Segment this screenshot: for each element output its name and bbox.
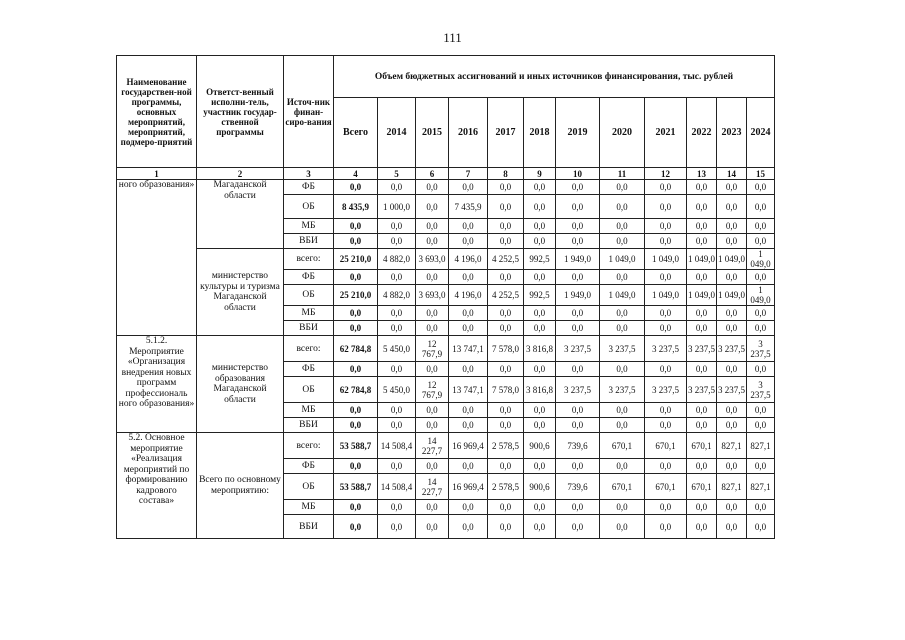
total-cell: 0,0 — [334, 500, 378, 515]
responsible-cell: Магаданской области — [197, 180, 284, 249]
source-cell: МБ — [284, 219, 334, 234]
header-year: 2018 — [524, 98, 556, 168]
value-cell: 0,0 — [717, 403, 747, 418]
value-cell: 0,0 — [416, 362, 449, 377]
value-cell: 2 578,5 — [488, 474, 524, 500]
value-cell: 0,0 — [524, 403, 556, 418]
source-cell: МБ — [284, 403, 334, 418]
source-cell: ФБ — [284, 270, 334, 285]
header-source: Источ-ник финан-сиро-вания — [284, 56, 334, 168]
value-cell: 0,0 — [556, 180, 600, 195]
value-cell: 0,0 — [600, 234, 645, 249]
source-cell: всего: — [284, 433, 334, 459]
column-number: 3 — [284, 168, 334, 180]
column-numbers-row — [117, 168, 775, 180]
value-cell: 0,0 — [687, 306, 717, 321]
value-cell: 0,0 — [449, 306, 488, 321]
header-year: 2015 — [416, 98, 449, 168]
value-cell: 0,0 — [747, 219, 775, 234]
value-cell: 1 000,0 — [378, 195, 416, 219]
source-cell: ФБ — [284, 459, 334, 474]
total-cell: 0,0 — [334, 321, 378, 336]
value-cell: 4 252,5 — [488, 249, 524, 270]
value-cell: 0,0 — [378, 418, 416, 433]
column-number: 9 — [524, 168, 556, 180]
value-cell: 0,0 — [687, 459, 717, 474]
value-cell: 0,0 — [645, 195, 687, 219]
header-total: Всего — [334, 98, 378, 168]
value-cell: 12 767,9 — [416, 336, 449, 362]
value-cell: 14 508,4 — [378, 474, 416, 500]
value-cell: 3 237,5 — [687, 336, 717, 362]
value-cell: 0,0 — [378, 180, 416, 195]
value-cell: 0,0 — [378, 321, 416, 336]
total-cell: 25 210,0 — [334, 285, 378, 306]
value-cell: 0,0 — [556, 234, 600, 249]
value-cell: 0,0 — [449, 515, 488, 539]
value-cell: 0,0 — [524, 234, 556, 249]
value-cell: 0,0 — [416, 515, 449, 539]
value-cell: 13 747,1 — [449, 377, 488, 403]
total-cell: 8 435,9 — [334, 195, 378, 219]
source-cell: ФБ — [284, 180, 334, 195]
value-cell: 12 767,9 — [416, 377, 449, 403]
value-cell: 670,1 — [645, 474, 687, 500]
value-cell: 0,0 — [687, 500, 717, 515]
total-cell: 53 588,7 — [334, 433, 378, 459]
value-cell: 0,0 — [717, 500, 747, 515]
value-cell: 0,0 — [747, 234, 775, 249]
source-cell: ВБИ — [284, 321, 334, 336]
value-cell: 0,0 — [488, 418, 524, 433]
source-cell: ВБИ — [284, 515, 334, 539]
table-body — [117, 180, 775, 539]
value-cell: 0,0 — [645, 362, 687, 377]
value-cell: 0,0 — [378, 306, 416, 321]
value-cell: 3 237,5 — [556, 377, 600, 403]
value-cell: 4 196,0 — [449, 249, 488, 270]
value-cell: 3 693,0 — [416, 285, 449, 306]
value-cell: 0,0 — [488, 362, 524, 377]
value-cell: 5 450,0 — [378, 336, 416, 362]
value-cell: 0,0 — [747, 306, 775, 321]
value-cell: 0,0 — [488, 459, 524, 474]
header-year: 2020 — [600, 98, 645, 168]
value-cell: 3 237,5 — [600, 377, 645, 403]
table-row — [117, 249, 775, 270]
value-cell: 0,0 — [747, 195, 775, 219]
value-cell: 0,0 — [747, 418, 775, 433]
table-wrapper — [116, 55, 775, 539]
value-cell: 16 969,4 — [449, 433, 488, 459]
column-number: 13 — [687, 168, 717, 180]
source-cell: ВБИ — [284, 418, 334, 433]
value-cell: 0,0 — [747, 180, 775, 195]
total-cell: 0,0 — [334, 418, 378, 433]
header-name: Наименование государствен-ной программы, основных мероприятий, мероприятий, подмеро-приятий — [117, 56, 197, 168]
value-cell: 0,0 — [556, 270, 600, 285]
column-number: 2 — [197, 168, 284, 180]
value-cell: 1 049,0 — [645, 249, 687, 270]
value-cell: 0,0 — [717, 270, 747, 285]
total-cell: 0,0 — [334, 403, 378, 418]
value-cell: 1 049,0 — [687, 249, 717, 270]
value-cell: 0,0 — [556, 321, 600, 336]
value-cell: 0,0 — [488, 306, 524, 321]
total-cell: 0,0 — [334, 459, 378, 474]
value-cell: 14 227,7 — [416, 433, 449, 459]
value-cell: 0,0 — [687, 234, 717, 249]
value-cell: 0,0 — [378, 362, 416, 377]
value-cell: 0,0 — [645, 219, 687, 234]
value-cell: 14 508,4 — [378, 433, 416, 459]
total-cell: 0,0 — [334, 515, 378, 539]
value-cell: 0,0 — [717, 234, 747, 249]
column-number: 6 — [416, 168, 449, 180]
value-cell: 13 747,1 — [449, 336, 488, 362]
value-cell: 0,0 — [717, 219, 747, 234]
source-cell: ВБИ — [284, 234, 334, 249]
value-cell: 992,5 — [524, 285, 556, 306]
value-cell: 3 237,5 — [600, 336, 645, 362]
column-number: 1 — [117, 168, 197, 180]
value-cell: 0,0 — [687, 515, 717, 539]
funding-table — [116, 55, 775, 539]
value-cell: 0,0 — [717, 515, 747, 539]
value-cell: 0,0 — [488, 403, 524, 418]
value-cell: 0,0 — [717, 321, 747, 336]
value-cell: 0,0 — [687, 403, 717, 418]
value-cell: 0,0 — [488, 270, 524, 285]
value-cell: 0,0 — [488, 219, 524, 234]
value-cell: 0,0 — [416, 195, 449, 219]
value-cell: 1 049,0 — [717, 249, 747, 270]
value-cell: 900,6 — [524, 474, 556, 500]
source-cell: МБ — [284, 500, 334, 515]
source-cell: ОБ — [284, 195, 334, 219]
value-cell: 0,0 — [645, 459, 687, 474]
value-cell: 0,0 — [687, 418, 717, 433]
value-cell: 0,0 — [687, 270, 717, 285]
total-cell: 62 784,8 — [334, 336, 378, 362]
table-row — [117, 433, 775, 459]
value-cell: 0,0 — [556, 500, 600, 515]
responsible-cell: министерство культуры и туризма Магаданской области — [197, 249, 284, 336]
value-cell: 739,6 — [556, 474, 600, 500]
value-cell: 0,0 — [416, 321, 449, 336]
value-cell: 670,1 — [600, 433, 645, 459]
value-cell: 3 237,5 — [645, 336, 687, 362]
responsible-cell: Всего по основному мероприятию: — [197, 433, 284, 539]
column-number: 15 — [747, 168, 775, 180]
value-cell: 0,0 — [645, 306, 687, 321]
value-cell: 0,0 — [449, 459, 488, 474]
value-cell: 0,0 — [717, 306, 747, 321]
value-cell: 0,0 — [524, 515, 556, 539]
value-cell: 3 237,5 — [747, 336, 775, 362]
value-cell: 3 237,5 — [556, 336, 600, 362]
value-cell: 739,6 — [556, 433, 600, 459]
value-cell: 0,0 — [645, 515, 687, 539]
value-cell: 0,0 — [449, 500, 488, 515]
source-cell: всего: — [284, 336, 334, 362]
value-cell: 0,0 — [747, 403, 775, 418]
value-cell: 0,0 — [600, 180, 645, 195]
value-cell: 0,0 — [449, 418, 488, 433]
value-cell: 0,0 — [524, 306, 556, 321]
value-cell: 1 049,0 — [717, 285, 747, 306]
header-year: 2014 — [378, 98, 416, 168]
value-cell: 0,0 — [378, 500, 416, 515]
value-cell: 0,0 — [600, 418, 645, 433]
value-cell: 0,0 — [488, 195, 524, 219]
value-cell: 827,1 — [717, 474, 747, 500]
value-cell: 0,0 — [556, 418, 600, 433]
value-cell: 0,0 — [687, 362, 717, 377]
value-cell: 0,0 — [747, 515, 775, 539]
value-cell: 0,0 — [747, 459, 775, 474]
value-cell: 0,0 — [449, 321, 488, 336]
value-cell: 0,0 — [488, 321, 524, 336]
value-cell: 0,0 — [687, 180, 717, 195]
header-responsible: Ответст-венный исполни-тель, участник государ-ственной программы — [197, 56, 284, 168]
value-cell: 0,0 — [488, 234, 524, 249]
total-cell: 25 210,0 — [334, 249, 378, 270]
column-number: 8 — [488, 168, 524, 180]
value-cell: 0,0 — [378, 219, 416, 234]
value-cell: 0,0 — [378, 234, 416, 249]
value-cell: 0,0 — [717, 362, 747, 377]
value-cell: 900,6 — [524, 433, 556, 459]
value-cell: 3 816,8 — [524, 377, 556, 403]
value-cell: 0,0 — [416, 219, 449, 234]
value-cell: 0,0 — [449, 219, 488, 234]
value-cell: 0,0 — [687, 195, 717, 219]
value-cell: 0,0 — [524, 418, 556, 433]
header-year: 2022 — [687, 98, 717, 168]
value-cell: 0,0 — [524, 195, 556, 219]
value-cell: 1 049,0 — [645, 285, 687, 306]
value-cell: 0,0 — [449, 270, 488, 285]
column-number: 5 — [378, 168, 416, 180]
value-cell: 670,1 — [687, 474, 717, 500]
value-cell: 0,0 — [416, 270, 449, 285]
source-cell: ОБ — [284, 474, 334, 500]
value-cell: 3 237,5 — [747, 377, 775, 403]
value-cell: 1 049,0 — [747, 249, 775, 270]
value-cell: 0,0 — [717, 459, 747, 474]
value-cell: 0,0 — [645, 270, 687, 285]
value-cell: 0,0 — [488, 515, 524, 539]
value-cell: 3 237,5 — [687, 377, 717, 403]
program-name-cell: 5.2. Основное мероприятие «Реализация мероприятий по формированию кадрового состава» — [117, 433, 197, 539]
value-cell: 0,0 — [600, 362, 645, 377]
total-cell: 0,0 — [334, 306, 378, 321]
value-cell: 0,0 — [600, 219, 645, 234]
value-cell: 0,0 — [524, 219, 556, 234]
value-cell: 0,0 — [717, 418, 747, 433]
value-cell: 0,0 — [556, 403, 600, 418]
value-cell: 0,0 — [378, 515, 416, 539]
total-cell: 53 588,7 — [334, 474, 378, 500]
total-cell: 0,0 — [334, 270, 378, 285]
value-cell: 0,0 — [645, 234, 687, 249]
value-cell: 0,0 — [524, 500, 556, 515]
value-cell: 0,0 — [378, 270, 416, 285]
value-cell: 7 578,0 — [488, 377, 524, 403]
value-cell: 0,0 — [687, 321, 717, 336]
value-cell: 1 049,0 — [687, 285, 717, 306]
source-cell: ОБ — [284, 377, 334, 403]
total-cell: 0,0 — [334, 180, 378, 195]
value-cell: 0,0 — [717, 180, 747, 195]
value-cell: 1 049,0 — [600, 249, 645, 270]
value-cell: 0,0 — [524, 180, 556, 195]
total-cell: 0,0 — [334, 362, 378, 377]
total-cell: 0,0 — [334, 219, 378, 234]
value-cell: 0,0 — [556, 515, 600, 539]
header-year: 2019 — [556, 98, 600, 168]
value-cell: 1 049,0 — [747, 285, 775, 306]
value-cell: 0,0 — [378, 459, 416, 474]
value-cell: 0,0 — [600, 500, 645, 515]
value-cell: 0,0 — [449, 180, 488, 195]
value-cell: 0,0 — [600, 321, 645, 336]
value-cell: 0,0 — [449, 234, 488, 249]
value-cell: 0,0 — [645, 321, 687, 336]
value-cell: 0,0 — [556, 459, 600, 474]
value-cell: 0,0 — [524, 321, 556, 336]
value-cell: 7 578,0 — [488, 336, 524, 362]
source-cell: ОБ — [284, 285, 334, 306]
value-cell: 2 578,5 — [488, 433, 524, 459]
value-cell: 7 435,9 — [449, 195, 488, 219]
value-cell: 0,0 — [747, 270, 775, 285]
value-cell: 3 237,5 — [717, 336, 747, 362]
column-number: 11 — [600, 168, 645, 180]
value-cell: 14 227,7 — [416, 474, 449, 500]
value-cell: 0,0 — [556, 362, 600, 377]
table-row — [117, 336, 775, 362]
value-cell: 1 049,0 — [600, 285, 645, 306]
table-row — [117, 180, 775, 195]
value-cell: 16 969,4 — [449, 474, 488, 500]
value-cell: 0,0 — [645, 418, 687, 433]
value-cell: 0,0 — [717, 195, 747, 219]
page-number: 111 — [443, 30, 462, 45]
program-name-cell: ного образования» — [117, 180, 197, 336]
value-cell: 4 252,5 — [488, 285, 524, 306]
value-cell: 0,0 — [556, 195, 600, 219]
header-year: 2021 — [645, 98, 687, 168]
header-year: 2017 — [488, 98, 524, 168]
value-cell: 4 196,0 — [449, 285, 488, 306]
value-cell: 0,0 — [600, 306, 645, 321]
value-cell: 1 949,0 — [556, 249, 600, 270]
value-cell: 0,0 — [645, 500, 687, 515]
source-cell: МБ — [284, 306, 334, 321]
header-funding: Объем бюджетных ассигнований и иных источников финансирования, тыс. рублей — [334, 56, 775, 98]
value-cell: 0,0 — [416, 306, 449, 321]
value-cell: 0,0 — [600, 515, 645, 539]
responsible-cell: министерство образования Магаданской области — [197, 336, 284, 433]
program-name-cell: 5.1.2. Мероприятие «Организация внедрения новых программ профессиональ ного образования» — [117, 336, 197, 433]
header-year: 2023 — [717, 98, 747, 168]
value-cell: 827,1 — [747, 433, 775, 459]
value-cell: 0,0 — [416, 234, 449, 249]
value-cell: 0,0 — [747, 500, 775, 515]
value-cell: 992,5 — [524, 249, 556, 270]
value-cell: 3 693,0 — [416, 249, 449, 270]
value-cell: 0,0 — [449, 403, 488, 418]
value-cell: 827,1 — [717, 433, 747, 459]
header-year: 2024 — [747, 98, 775, 168]
value-cell: 0,0 — [747, 362, 775, 377]
value-cell: 0,0 — [600, 459, 645, 474]
value-cell: 0,0 — [556, 306, 600, 321]
total-cell: 62 784,8 — [334, 377, 378, 403]
value-cell: 0,0 — [416, 459, 449, 474]
value-cell: 0,0 — [524, 270, 556, 285]
value-cell: 0,0 — [747, 321, 775, 336]
value-cell: 1 949,0 — [556, 285, 600, 306]
value-cell: 0,0 — [687, 219, 717, 234]
value-cell: 0,0 — [416, 180, 449, 195]
column-number: 14 — [717, 168, 747, 180]
value-cell: 0,0 — [524, 362, 556, 377]
value-cell: 5 450,0 — [378, 377, 416, 403]
value-cell: 0,0 — [600, 403, 645, 418]
column-number: 7 — [449, 168, 488, 180]
value-cell: 0,0 — [416, 403, 449, 418]
column-number: 4 — [334, 168, 378, 180]
source-cell: всего: — [284, 249, 334, 270]
value-cell: 0,0 — [600, 195, 645, 219]
value-cell: 827,1 — [747, 474, 775, 500]
column-number: 10 — [556, 168, 600, 180]
column-number: 12 — [645, 168, 687, 180]
value-cell: 0,0 — [488, 180, 524, 195]
value-cell: 0,0 — [488, 500, 524, 515]
value-cell: 4 882,0 — [378, 285, 416, 306]
value-cell: 0,0 — [524, 459, 556, 474]
value-cell: 0,0 — [416, 500, 449, 515]
value-cell: 4 882,0 — [378, 249, 416, 270]
value-cell: 670,1 — [687, 433, 717, 459]
value-cell: 3 237,5 — [645, 377, 687, 403]
value-cell: 0,0 — [449, 362, 488, 377]
value-cell: 3 237,5 — [717, 377, 747, 403]
value-cell: 0,0 — [645, 403, 687, 418]
value-cell: 0,0 — [556, 219, 600, 234]
value-cell: 670,1 — [600, 474, 645, 500]
header-year: 2016 — [449, 98, 488, 168]
value-cell: 0,0 — [378, 403, 416, 418]
value-cell: 3 816,8 — [524, 336, 556, 362]
value-cell: 670,1 — [645, 433, 687, 459]
value-cell: 0,0 — [600, 270, 645, 285]
value-cell: 0,0 — [645, 180, 687, 195]
value-cell: 0,0 — [416, 418, 449, 433]
source-cell: ФБ — [284, 362, 334, 377]
total-cell: 0,0 — [334, 234, 378, 249]
